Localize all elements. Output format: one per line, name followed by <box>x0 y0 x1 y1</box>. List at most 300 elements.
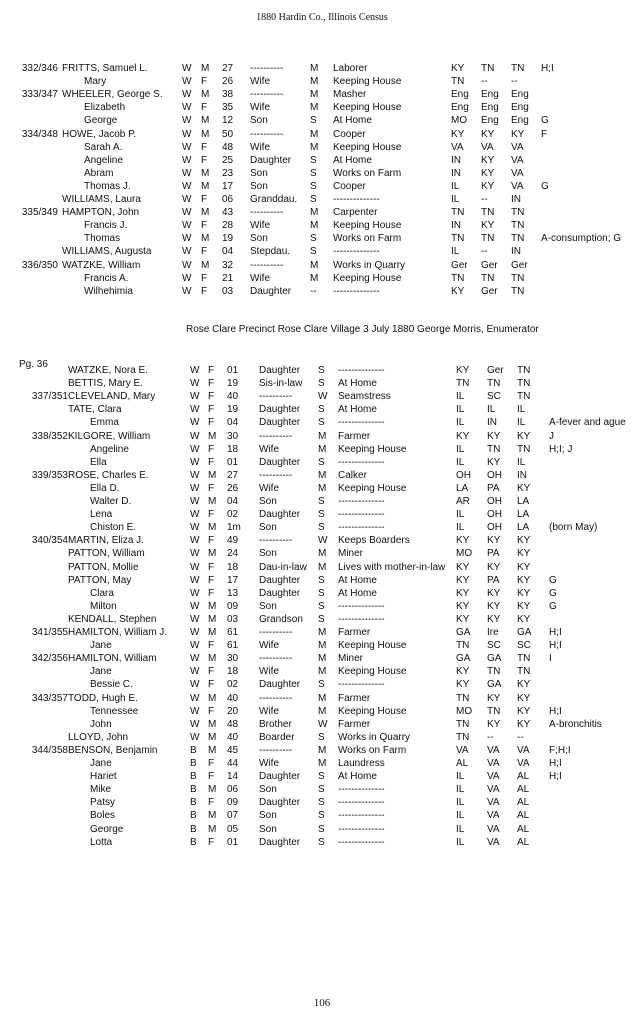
sex: F <box>208 482 215 494</box>
mother-birthplace: IN <box>511 246 521 258</box>
birthplace: MO <box>456 705 473 717</box>
relation: Daughter <box>259 509 301 521</box>
relation: ---------- <box>259 627 293 638</box>
father-birthplace: Ger <box>481 259 498 271</box>
father-birthplace: KY <box>481 167 495 179</box>
birthplace: TN <box>451 76 465 88</box>
sex: F <box>208 417 215 429</box>
mother-birthplace: Eng <box>511 115 529 127</box>
census-row <box>0 285 644 298</box>
age: 18 <box>227 666 239 678</box>
sex: M <box>201 180 210 192</box>
marital-status: M <box>310 128 319 140</box>
father-birthplace: OH <box>487 496 502 507</box>
birthplace: AL <box>456 758 469 769</box>
race: W <box>190 443 200 455</box>
race: W <box>182 259 192 271</box>
marital-status: S <box>318 771 325 783</box>
person-name: Chiston E. <box>90 522 137 534</box>
relation: Grandson <box>259 613 303 625</box>
occupation: Cooper <box>333 128 366 140</box>
birthplace: IL <box>451 194 460 205</box>
marital-status: M <box>310 89 319 101</box>
birthplace: GA <box>456 653 471 665</box>
occupation: Farmer <box>338 692 371 704</box>
household-id: 335/349 <box>21 207 58 219</box>
mother-birthplace: VA <box>511 154 524 166</box>
person-name: WATZKE, William <box>62 259 141 271</box>
age: 27 <box>227 469 239 481</box>
census-row <box>0 206 644 219</box>
sex: M <box>208 718 217 730</box>
person-name: Thomas J. <box>84 180 131 192</box>
census-row <box>0 574 644 587</box>
father-birthplace: VA <box>481 141 494 153</box>
relation: Son <box>250 233 268 245</box>
census-row <box>0 665 644 678</box>
father-birthplace: TN <box>481 272 495 284</box>
race: W <box>190 365 200 376</box>
birthplace: TN <box>456 731 470 743</box>
person-name: Lena <box>90 509 113 521</box>
race: B <box>190 797 197 809</box>
birthplace: KY <box>456 365 470 376</box>
marital-status: M <box>310 102 319 114</box>
father-birthplace: -- <box>487 731 494 743</box>
race: W <box>190 731 200 743</box>
occupation: -------------- <box>338 810 385 822</box>
father-birthplace: VA <box>487 771 500 783</box>
race: W <box>190 496 200 507</box>
father-birthplace: VA <box>487 810 500 822</box>
notes: (born May) <box>549 522 598 534</box>
person-name: Jane <box>90 640 112 652</box>
birthplace: LA <box>456 482 469 494</box>
race: W <box>190 482 200 494</box>
person-name: Thomas <box>84 233 121 245</box>
race: W <box>182 180 192 192</box>
census-row <box>0 167 644 180</box>
person-name: Tennessee <box>90 705 139 717</box>
census-row <box>0 796 644 809</box>
age: 30 <box>227 430 239 442</box>
mother-birthplace: TN <box>517 443 531 455</box>
age: 04 <box>222 246 234 258</box>
relation: ---------- <box>250 259 284 271</box>
occupation: -------------- <box>333 246 380 258</box>
birthplace: KY <box>456 666 470 678</box>
mother-birthplace: TN <box>511 272 525 284</box>
occupation: Miner <box>338 548 364 560</box>
mother-birthplace: TN <box>511 233 525 245</box>
marital-status: W <box>318 535 328 547</box>
sex: F <box>208 574 215 586</box>
father-birthplace: VA <box>487 823 500 835</box>
sex: F <box>201 141 208 153</box>
father-birthplace: VA <box>487 744 500 756</box>
father-birthplace: OH <box>487 522 502 534</box>
mother-birthplace: -- <box>517 731 524 743</box>
marital-status: -- <box>310 285 317 297</box>
marital-status: M <box>318 430 327 442</box>
census-row <box>0 652 644 665</box>
marital-status: S <box>318 456 325 468</box>
person-name: ROSE, Charles E. <box>68 469 149 481</box>
relation: Wife <box>250 102 270 114</box>
relation: Dau-in-law <box>259 561 307 573</box>
father-birthplace: -- <box>481 246 488 258</box>
relation: Son <box>259 784 277 796</box>
father-birthplace: SC <box>487 391 501 403</box>
father-birthplace: KY <box>487 718 501 730</box>
mother-birthplace: AL <box>517 771 530 783</box>
census-row <box>0 219 644 232</box>
mother-birthplace: IL <box>517 417 526 429</box>
mother-birthplace: VA <box>511 141 524 153</box>
household-id: 334/348 <box>21 128 58 140</box>
birthplace: TN <box>451 272 465 284</box>
father-birthplace: PA <box>487 548 500 560</box>
birthplace: KY <box>456 587 470 599</box>
sex: F <box>208 640 215 652</box>
race: W <box>190 574 200 586</box>
census-row <box>0 613 644 626</box>
relation: Daughter <box>259 574 301 586</box>
census-row <box>0 809 644 822</box>
marital-status: S <box>318 823 325 835</box>
person-name: HAMILTON, William J. <box>68 627 168 638</box>
notes: H;I <box>549 705 562 717</box>
relation: Wife <box>259 666 279 678</box>
notes: F;H;I <box>549 744 571 756</box>
mother-birthplace: KY <box>517 679 531 691</box>
age: 48 <box>227 718 239 730</box>
notes: F <box>541 128 548 140</box>
age: 18 <box>227 561 239 573</box>
census-row <box>0 744 644 757</box>
sex: M <box>208 469 217 481</box>
mother-birthplace: KY <box>517 482 531 494</box>
household-id: 339/353 <box>31 469 68 481</box>
census-row <box>0 639 644 652</box>
marital-status: S <box>318 600 325 612</box>
relation: Son <box>259 548 277 560</box>
marital-status: M <box>310 76 319 88</box>
relation: ---------- <box>259 469 293 481</box>
census-row <box>0 232 644 245</box>
sex: F <box>208 456 215 468</box>
census-row <box>0 718 644 731</box>
occupation: -------------- <box>333 285 380 297</box>
occupation: -------------- <box>338 496 385 507</box>
mother-birthplace: LA <box>517 522 530 534</box>
occupation: Keeps Boarders <box>338 535 410 547</box>
age: 1m <box>227 522 241 534</box>
census-row <box>0 823 644 836</box>
age: 18 <box>227 443 239 455</box>
age: 07 <box>227 810 239 822</box>
mother-birthplace: GA <box>517 627 532 638</box>
occupation: -------------- <box>333 194 380 205</box>
precinct-line: Rose Clare Precinct Rose Clare Village 3 July 1880 George Morris, Enumerator <box>186 324 539 335</box>
race: B <box>190 823 197 835</box>
mother-birthplace: Eng <box>511 102 529 114</box>
marital-status: M <box>318 627 327 638</box>
person-name: MARTIN, Eliza J. <box>68 535 144 547</box>
person-name: Francis J. <box>84 220 128 232</box>
mother-birthplace: KY <box>517 548 531 560</box>
race: W <box>182 285 192 297</box>
marital-status: S <box>310 167 317 179</box>
occupation: -------------- <box>338 417 385 429</box>
person-name: George <box>90 823 124 835</box>
sex: M <box>201 207 210 219</box>
mother-birthplace: KY <box>517 600 531 612</box>
household-id: 333/347 <box>21 89 58 101</box>
mother-birthplace: KY <box>517 613 531 625</box>
father-birthplace: KY <box>487 587 501 599</box>
age: 01 <box>227 365 239 376</box>
sex: F <box>208 535 215 547</box>
sex: M <box>208 731 217 743</box>
father-birthplace: Ger <box>481 285 498 297</box>
sex: F <box>208 836 215 848</box>
marital-status: S <box>310 233 317 245</box>
birthplace: IL <box>456 509 465 521</box>
census-row <box>0 101 644 114</box>
person-name: HOWE, Jacob P. <box>62 128 137 140</box>
person-name: HAMILTON, William <box>68 653 157 665</box>
relation: Daughter <box>259 417 301 429</box>
marital-status: S <box>318 509 325 521</box>
sex: M <box>208 627 217 638</box>
father-birthplace: VA <box>487 797 500 809</box>
occupation: Works on Farm <box>333 167 402 179</box>
person-name: Ella <box>90 456 107 468</box>
person-name: BETTIS, Mary E. <box>68 378 144 390</box>
person-name: Lotta <box>90 836 113 848</box>
relation: Daughter <box>259 365 301 376</box>
census-row <box>0 390 644 403</box>
mother-birthplace: SC <box>517 640 531 652</box>
marital-status: M <box>318 653 327 665</box>
household-id: 341/355 <box>31 627 68 638</box>
mother-birthplace: TN <box>517 378 531 390</box>
marital-status: S <box>310 246 317 258</box>
father-birthplace: OH <box>487 509 502 521</box>
father-birthplace: TN <box>487 666 501 678</box>
age: 03 <box>227 613 239 625</box>
mother-birthplace: KY <box>517 430 531 442</box>
sex: M <box>201 233 210 245</box>
occupation: -------------- <box>338 797 385 809</box>
relation: Son <box>259 823 277 835</box>
birthplace: KY <box>451 285 465 297</box>
census-row <box>0 534 644 547</box>
age: 09 <box>227 797 239 809</box>
race: W <box>190 692 200 704</box>
relation: ---------- <box>250 128 284 140</box>
father-birthplace: SC <box>487 640 501 652</box>
race: W <box>190 430 200 442</box>
census-row <box>0 469 644 482</box>
person-name: Hariet <box>90 771 117 783</box>
marital-status: M <box>310 141 319 153</box>
relation: Daughter <box>259 679 301 691</box>
age: 04 <box>227 417 239 429</box>
age: 61 <box>227 627 239 638</box>
race: W <box>182 63 192 74</box>
occupation: Keeping House <box>333 102 402 114</box>
race: W <box>190 391 200 403</box>
age: 50 <box>222 128 234 140</box>
occupation: -------------- <box>338 509 385 521</box>
age: 25 <box>222 154 234 166</box>
person-name: WATZKE, Nora E. <box>68 365 149 376</box>
mother-birthplace: AL <box>517 784 530 796</box>
household-id: 332/346 <box>21 63 58 74</box>
marital-status: M <box>310 259 319 271</box>
page-label: Pg. 36 <box>19 359 48 370</box>
birthplace: TN <box>456 718 470 730</box>
occupation: Calker <box>338 469 367 481</box>
marital-status: M <box>318 443 327 455</box>
person-name: TODD, Hugh E. <box>68 692 138 704</box>
relation: Brother <box>259 718 292 730</box>
father-birthplace: OH <box>487 469 502 481</box>
census-row <box>0 403 644 416</box>
sex: F <box>208 443 215 455</box>
relation: Daughter <box>250 285 292 297</box>
occupation: Carpenter <box>333 207 378 219</box>
marital-status: S <box>318 679 325 691</box>
person-name: KILGORE, William <box>68 430 151 442</box>
race: W <box>190 600 200 612</box>
sex: M <box>201 128 210 140</box>
sex: M <box>208 600 217 612</box>
relation: Wife <box>250 220 270 232</box>
birthplace: IL <box>456 771 465 783</box>
person-name: WILLIAMS, Augusta <box>62 246 152 258</box>
mother-birthplace: TN <box>517 653 531 665</box>
father-birthplace: KY <box>487 456 501 468</box>
father-birthplace: KY <box>487 613 501 625</box>
occupation: Works in Quarry <box>333 259 406 271</box>
occupation: -------------- <box>338 456 385 468</box>
marital-status: W <box>318 718 328 730</box>
census-row <box>0 836 644 849</box>
father-birthplace: KY <box>481 154 495 166</box>
person-name: John <box>90 718 112 730</box>
birthplace: IL <box>456 443 465 455</box>
census-row <box>0 364 644 377</box>
mother-birthplace: KY <box>517 535 531 547</box>
race: W <box>190 522 200 534</box>
race: W <box>182 272 192 284</box>
birthplace: IN <box>451 220 461 232</box>
race: W <box>182 220 192 232</box>
marital-status: S <box>318 797 325 809</box>
age: 43 <box>222 207 234 219</box>
father-birthplace: PA <box>487 482 500 494</box>
birthplace: IL <box>456 522 465 534</box>
race: B <box>190 758 197 769</box>
marital-status: M <box>318 692 327 704</box>
father-birthplace: KY <box>481 128 495 140</box>
census-row <box>0 600 644 613</box>
age: 06 <box>222 194 234 205</box>
person-name: Milton <box>90 600 117 612</box>
birthplace: KY <box>451 63 465 74</box>
person-name: Clara <box>90 587 114 599</box>
birthplace: AR <box>456 496 470 507</box>
sex: F <box>201 154 208 166</box>
father-birthplace: KY <box>487 692 501 704</box>
household-id: 342/356 <box>31 653 68 665</box>
notes: G <box>541 180 549 192</box>
notes: G <box>549 600 557 612</box>
sex: M <box>208 810 217 822</box>
marital-status: S <box>318 417 325 429</box>
mother-birthplace: AL <box>517 797 530 809</box>
occupation: Keeping House <box>333 272 402 284</box>
sex: F <box>208 758 215 769</box>
person-name: Bessie C. <box>90 679 133 691</box>
mother-birthplace: IN <box>511 194 521 205</box>
race: W <box>182 141 192 153</box>
birthplace: IL <box>456 456 465 468</box>
person-name: Angeline <box>84 154 123 166</box>
birthplace: KY <box>456 613 470 625</box>
occupation: -------------- <box>338 784 385 796</box>
household-id: 336/350 <box>21 259 58 271</box>
sex: M <box>208 784 217 796</box>
birthplace: GA <box>456 627 471 638</box>
mother-birthplace: KY <box>517 587 531 599</box>
sex: F <box>201 220 208 232</box>
notes: A-consumption; G <box>541 233 622 245</box>
race: W <box>190 561 200 573</box>
age: 19 <box>222 233 234 245</box>
birthplace: IN <box>451 167 461 179</box>
person-name: WILLIAMS, Laura <box>62 194 141 205</box>
birthplace: Eng <box>451 102 469 114</box>
census-row <box>0 154 644 167</box>
marital-status: W <box>318 391 328 403</box>
marital-status: S <box>310 154 317 166</box>
sex: F <box>208 404 215 416</box>
occupation: Works in Quarry <box>338 731 411 743</box>
birthplace: TN <box>451 233 465 245</box>
race: W <box>182 167 192 179</box>
age: 49 <box>227 535 239 547</box>
person-name: Walter D. <box>90 496 132 507</box>
occupation: Keeping House <box>338 666 407 678</box>
birthplace: IL <box>456 404 465 416</box>
age: 13 <box>227 587 239 599</box>
father-birthplace: TN <box>487 443 501 455</box>
census-row <box>0 757 644 770</box>
mother-birthplace: TN <box>511 220 525 232</box>
relation: Daughter <box>259 456 301 468</box>
sex: M <box>201 89 210 101</box>
occupation: Farmer <box>338 430 371 442</box>
father-birthplace: TN <box>487 378 501 390</box>
birthplace: IL <box>456 823 465 835</box>
notes: H;I <box>549 758 562 769</box>
age: 04 <box>227 496 239 507</box>
person-name: Patsy <box>90 797 116 809</box>
